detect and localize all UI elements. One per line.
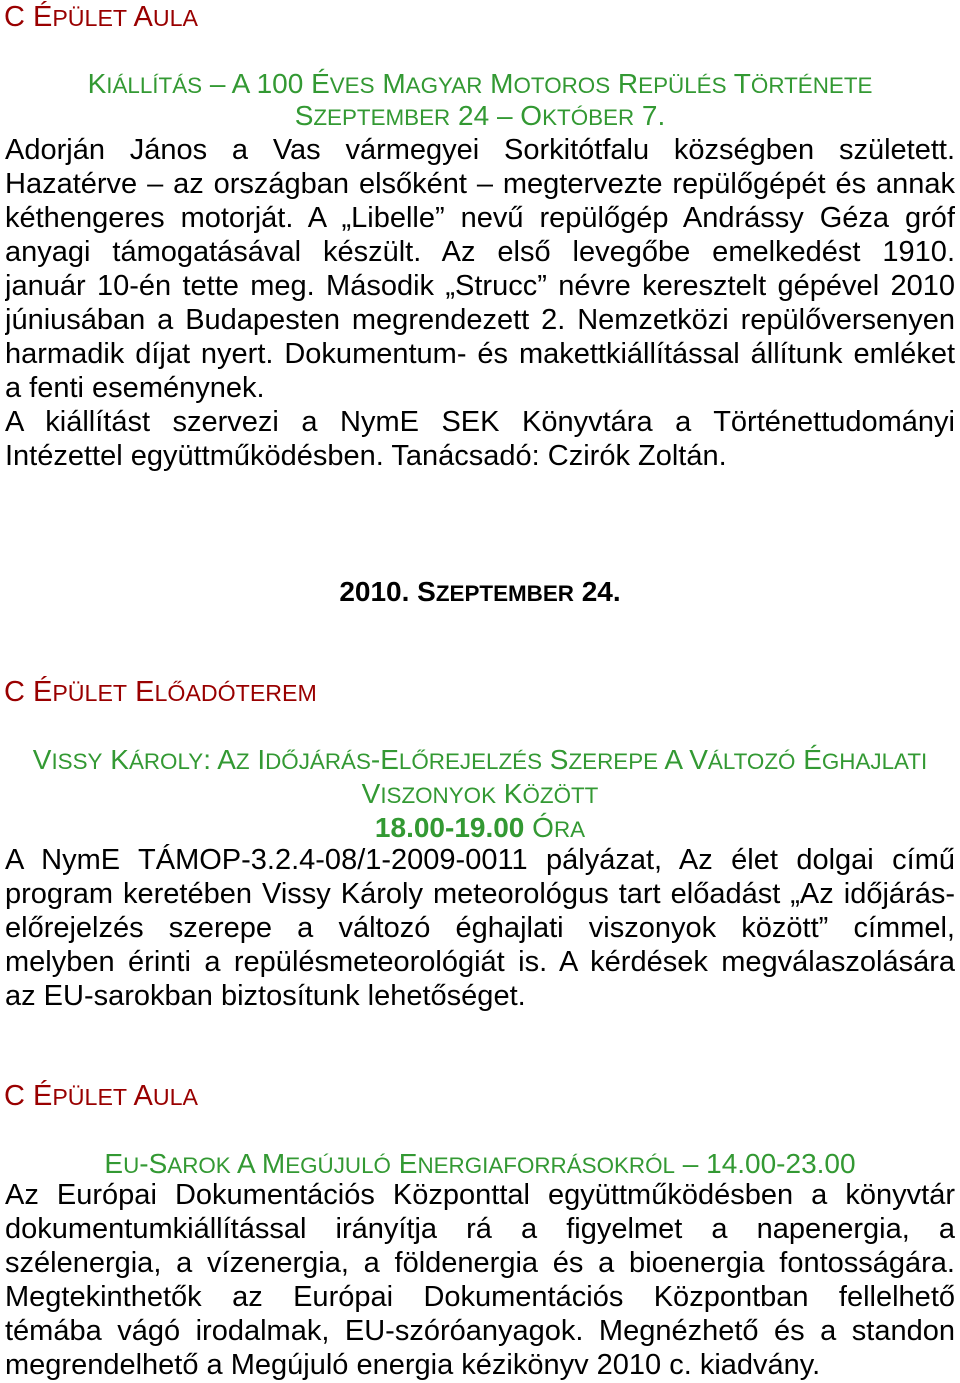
small-caps-run: RA xyxy=(553,817,586,842)
paragraph-line: A NymE TÁMOP-3.2.4-08/1-2009-0011 pályázat, Az élet dolgai című xyxy=(5,844,955,876)
paragraph-line: Az Európai Dokumentációs Központtal együttműködésben a könyvtár xyxy=(5,1179,955,1211)
paragraph-line: kéthengeres motorját. A „Libelle” nevű repülőgép Andrássy Géza gróf xyxy=(5,202,955,234)
small-caps-run: ISZONYOK xyxy=(380,783,497,808)
small-caps-run: ÁLTOZÓ xyxy=(707,749,796,774)
small-caps-run: EGÚJULÓ xyxy=(285,1153,391,1178)
full-caps-run: V xyxy=(32,744,52,775)
paragraph-line: anyagi támogatásával készült. Az első levegőbe emelkedést 1910. xyxy=(5,236,955,268)
small-caps-run: ÖZÖTT xyxy=(522,783,599,808)
small-caps-run: ISSY xyxy=(51,749,103,774)
full-caps-run: M xyxy=(374,68,406,99)
full-caps-run: K xyxy=(87,68,107,99)
eu-corner-description xyxy=(5,1178,955,1382)
small-caps-run: LŐREJELZÉS xyxy=(398,749,543,774)
paragraph-line: Adorján János a Vas vármegyei Sorkitótfalu községben született. xyxy=(5,134,955,166)
small-caps-run: DŐJÁRÁS xyxy=(265,749,371,774)
full-caps-run: C É xyxy=(4,1080,53,1112)
full-caps-run: C É xyxy=(4,1,53,33)
lecture-description xyxy=(5,843,955,1013)
small-caps-run: EPÜLÉS xyxy=(638,73,727,98)
full-caps-run: S xyxy=(542,744,569,775)
full-caps-run: 24. xyxy=(573,576,621,607)
small-caps-run: U xyxy=(123,1153,140,1178)
lecture-time-unit xyxy=(532,812,585,843)
full-caps-run: – A 100 É xyxy=(202,68,330,99)
paragraph-line: megrendelhető a Megújuló energia kézikönyv 2010 c. kiadvány. xyxy=(5,1349,821,1381)
small-caps-run: PÜLET xyxy=(52,680,128,706)
full-caps-run: 2010. S xyxy=(339,576,436,607)
exhibition-venue-heading xyxy=(4,0,198,34)
full-caps-run: 24 – O xyxy=(450,100,543,131)
lecture-title-line xyxy=(5,743,955,777)
paragraph-line: a fenti eseménynek. xyxy=(5,372,265,404)
small-caps-run: Z xyxy=(235,749,250,774)
full-caps-run: 7. xyxy=(634,100,666,131)
small-caps-run: VES xyxy=(329,73,375,98)
paragraph-line: szélenergia, a vízenergia, a földenergia és a bioenergia fontosságára. xyxy=(5,1247,955,1279)
full-caps-run: S xyxy=(294,100,314,131)
small-caps-run: ÖRTÉNETE xyxy=(750,73,873,98)
full-caps-run: M xyxy=(482,68,514,99)
small-caps-run: ULA xyxy=(152,5,199,31)
small-caps-run: ZEPTEMBER xyxy=(313,105,451,130)
full-caps-run: – 14.00-23.00 xyxy=(674,1148,856,1179)
small-caps-run: KTÓBER xyxy=(542,105,635,130)
paragraph-line: Hazatérve – az országban elsőként – megtervezte repülőgépét és annak xyxy=(5,168,955,200)
full-caps-run: A M xyxy=(230,1148,286,1179)
small-caps-run: ÁROLY xyxy=(128,749,204,774)
paragraph-line: júniusában a Budapesten megrendezett 2. Nemzetközi repülőversenyen xyxy=(5,304,955,336)
paragraph-line: A kiállítást szervezi a NymE SEK Könyvtára a Történettudományi xyxy=(5,406,955,438)
lecture-time xyxy=(5,812,955,844)
eu-corner-title xyxy=(5,1148,955,1180)
full-caps-run: É xyxy=(795,744,822,775)
paragraph-line: Megtekinthetők az Európai Dokumentációs Központban fellelhető xyxy=(5,1281,955,1313)
small-caps-run: ZEREPE xyxy=(568,749,659,774)
small-caps-run: AROK xyxy=(167,1153,231,1178)
full-caps-run: 18.00-19.00 xyxy=(374,812,525,843)
paragraph-line: január 10-én tette meg. Második „Strucc” névre keresztelt gépével 2010 xyxy=(5,270,955,302)
paragraph-line: program keretében Vissy Károly meteorológus tart előadást „Az időjárás- xyxy=(5,878,955,910)
full-caps-run: I xyxy=(249,744,266,775)
full-caps-run: Ó xyxy=(532,812,554,843)
full-caps-run: A xyxy=(127,1080,153,1112)
exhibition-title-block xyxy=(5,68,955,132)
full-caps-run: V xyxy=(361,778,381,809)
full-caps-run: K xyxy=(102,744,129,775)
exhibition-description xyxy=(5,133,955,405)
full-caps-run: A V xyxy=(658,744,708,775)
eu-corner-title-block xyxy=(5,1148,955,1180)
lecture-title-line xyxy=(5,777,955,811)
full-caps-run: A xyxy=(127,1,153,33)
paragraph-line: előrejelzés szerepe a változó éghajlati viszonyok között” címmel, xyxy=(5,912,955,944)
lecture-venue-heading xyxy=(4,675,317,709)
small-caps-run: GHAJLATI xyxy=(821,749,928,774)
day-heading xyxy=(5,575,955,609)
full-caps-run: -S xyxy=(139,1148,168,1179)
small-caps-run: OTOROS xyxy=(513,73,611,98)
small-caps-run: PÜLET xyxy=(52,5,128,31)
full-caps-run: C É xyxy=(4,676,53,708)
small-caps-run: IÁLLÍTÁS xyxy=(106,73,203,98)
exhibition-dates xyxy=(5,100,955,132)
full-caps-run: E xyxy=(104,1148,124,1179)
full-caps-run: -E xyxy=(370,744,399,775)
exhibition-title xyxy=(5,68,955,100)
paragraph-line: az EU-sarokban biztosítunk lehetőséget. xyxy=(5,980,526,1012)
full-caps-run: K xyxy=(496,778,523,809)
small-caps-run: ULA xyxy=(152,1084,199,1110)
full-caps-run: E xyxy=(127,676,155,708)
full-caps-run: R xyxy=(610,68,639,99)
full-caps-run: : A xyxy=(203,744,236,775)
small-caps-run: PÜLET xyxy=(52,1084,128,1110)
small-caps-run: AGYAR xyxy=(405,73,483,98)
full-caps-run: E xyxy=(390,1148,418,1179)
paragraph-line: melyben érinti a repülésmeteorológiát is. A kérdések megválaszolására xyxy=(5,946,955,978)
eu-corner-venue-heading xyxy=(4,1079,198,1113)
lecture-time-range xyxy=(375,812,524,843)
exhibition-organizer xyxy=(5,405,955,473)
paragraph-line: Intézettel együttműködésben. Tanácsadó: Czirók Zoltán. xyxy=(5,440,727,472)
paragraph-line: témába vágó irodalmak, EU-szóróanyagok. Megnézhető és a standon xyxy=(5,1315,955,1347)
small-caps-run: NERGIAFORRÁSOKRÓL xyxy=(417,1153,675,1178)
full-caps-run: T xyxy=(726,68,751,99)
paragraph-line: harmadik díjat nyert. Dokumentum- és makettkiállítással állítunk emléket xyxy=(5,338,955,370)
small-caps-run: LŐADÓTEREM xyxy=(154,680,317,706)
lecture-title-block xyxy=(5,743,955,811)
small-caps-run: ZEPTEMBER xyxy=(435,581,574,606)
paragraph-line: dokumentumkiállítással irányítja rá a figyelmet a napenergia, a xyxy=(5,1213,955,1245)
